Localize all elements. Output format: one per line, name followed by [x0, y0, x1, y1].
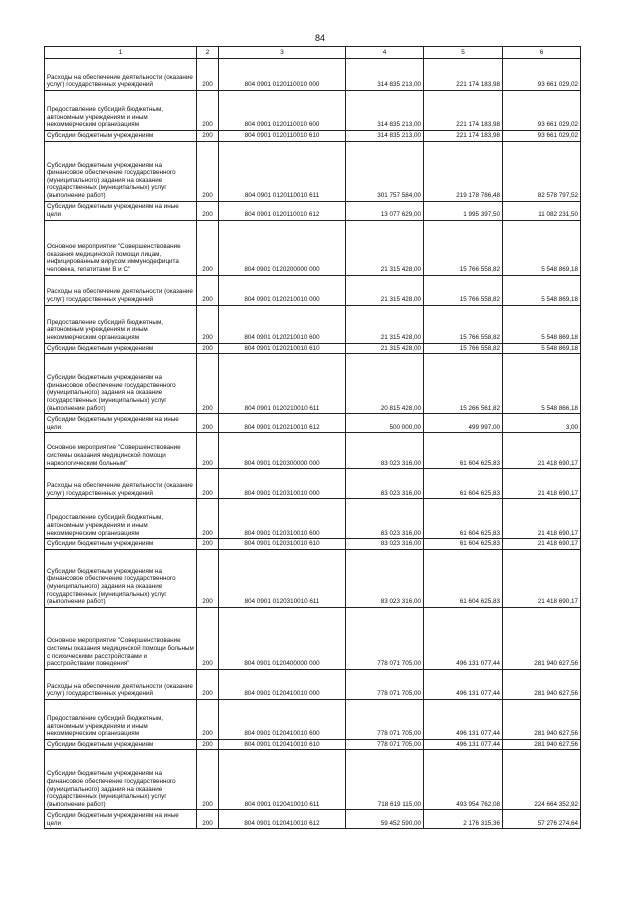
row-value4-cell: 301 757 584,00: [346, 141, 424, 201]
row-column2-cell: 200: [197, 539, 219, 550]
row-value6-cell: 281 940 627,56: [503, 739, 581, 750]
table-row: [45, 343, 581, 354]
row-value5-cell: 496 131 077,44: [424, 607, 503, 669]
row-value5-cell: 493 954 762,08: [424, 750, 503, 810]
row-column2-cell: 200: [197, 354, 219, 414]
row-column2-cell: 200: [197, 810, 219, 829]
row-code-cell: 804 0901 0120200000 000: [219, 220, 346, 275]
row-code-cell: 804 0901 0120210010 000: [219, 275, 346, 305]
row-value5-cell: 15 766 558,82: [424, 305, 503, 343]
row-value4-cell: 21 315 428,00: [346, 220, 424, 275]
row-code-cell: 804 0901 0120210010 612: [219, 414, 346, 433]
row-value5-cell: 61 604 625,83: [424, 469, 503, 499]
row-column2-cell: 200: [197, 499, 219, 539]
column-header: 3: [219, 47, 346, 59]
row-value5-cell: 15 266 561,82: [424, 354, 503, 414]
row-name-cell: Субсидии бюджетным учреждениям на финансовое обеспечение государственного (муниципального) задания на оказание государственных (муниципальных) услуг (выполнение работ): [45, 750, 197, 810]
row-code-cell: 804 0901 0120210010 600: [219, 305, 346, 343]
row-name-cell: Расходы на обеспечение деятельности (оказание услуг) государственных учреждений: [45, 59, 197, 91]
row-value4-cell: 83 023 316,00: [346, 469, 424, 499]
row-code-cell: 804 0901 0120410010 610: [219, 739, 346, 750]
row-value6-cell: 21 418 690,17: [503, 539, 581, 550]
row-value6-cell: 11 082 231,50: [503, 201, 581, 220]
row-value4-cell: 83 023 316,00: [346, 499, 424, 539]
row-value6-cell: 281 940 627,56: [503, 669, 581, 699]
row-name-cell: Предоставление субсидий бюджетным, автономным учреждениям и иным некоммерческим организациям: [45, 91, 197, 131]
row-code-cell: 804 0901 0120310010 000: [219, 469, 346, 499]
column-header: 2: [197, 47, 219, 59]
row-name-cell: Основное мероприятие "Совершенствование оказания медицинской помощи лицам, инфицированным вирусом иммунодефицита человека, гепатитами В и С": [45, 220, 197, 275]
row-value6-cell: 82 578 797,52: [503, 141, 581, 201]
table-row: [45, 750, 581, 810]
row-column2-cell: 200: [197, 469, 219, 499]
row-code-cell: 804 0901 0120410010 611: [219, 750, 346, 810]
row-name-cell: Расходы на обеспечение деятельности (оказание услуг) государственных учреждений: [45, 469, 197, 499]
table-row: [45, 499, 581, 539]
row-name-cell: Расходы на обеспечение деятельности (оказание услуг) государственных учреждений: [45, 275, 197, 305]
column-header: 5: [424, 47, 503, 59]
table-row: [45, 414, 581, 433]
table-row: [45, 305, 581, 343]
row-name-cell: Основное мероприятие "Совершенствование системы оказания медицинской помощи больным с психическими расстройствами и расстройствами поведения": [45, 607, 197, 669]
row-code-cell: 804 0901 0120400000 000: [219, 607, 346, 669]
table-row: [45, 141, 581, 201]
row-value4-cell: 778 071 705,00: [346, 669, 424, 699]
row-value5-cell: 15 766 558,82: [424, 220, 503, 275]
row-value6-cell: 93 661 029,02: [503, 91, 581, 131]
row-column2-cell: 200: [197, 59, 219, 91]
row-value5-cell: 496 131 077,44: [424, 669, 503, 699]
row-name-cell: Субсидии бюджетным учреждениям на иные цели: [45, 414, 197, 433]
row-value4-cell: 500 000,00: [346, 414, 424, 433]
row-code-cell: 804 0901 0120210010 610: [219, 343, 346, 354]
table-row: [45, 275, 581, 305]
row-name-cell: Основное мероприятие "Совершенствование системы оказания медицинской помощи наркологическим больным": [45, 433, 197, 469]
table-row: [45, 549, 581, 607]
table-row: [45, 59, 581, 91]
row-value6-cell: 21 418 690,17: [503, 469, 581, 499]
row-value4-cell: 718 619 115,00: [346, 750, 424, 810]
row-value6-cell: 281 940 627,56: [503, 607, 581, 669]
row-value5-cell: 496 131 077,44: [424, 739, 503, 750]
row-value4-cell: 59 452 590,00: [346, 810, 424, 829]
row-code-cell: 804 0901 0120110010 000: [219, 59, 346, 91]
row-column2-cell: 200: [197, 739, 219, 750]
row-value6-cell: 3,00: [503, 414, 581, 433]
row-code-cell: 804 0901 0120310010 611: [219, 549, 346, 607]
row-value4-cell: 83 023 316,00: [346, 539, 424, 550]
row-value4-cell: 314 835 213,00: [346, 91, 424, 131]
row-name-cell: Субсидии бюджетным учреждениям на финансовое обеспечение государственного (муниципального) задания на оказание государственных (муниципальных) услуг (выполнение работ): [45, 141, 197, 201]
row-value5-cell: 219 178 786,48: [424, 141, 503, 201]
row-value4-cell: 314 835 213,00: [346, 131, 424, 142]
row-code-cell: 804 0901 0120310010 600: [219, 499, 346, 539]
row-value4-cell: 778 071 705,00: [346, 699, 424, 739]
table-row: [45, 539, 581, 550]
row-column2-cell: 200: [197, 699, 219, 739]
row-code-cell: 804 0901 0120110010 611: [219, 141, 346, 201]
row-code-cell: 804 0901 0120210010 611: [219, 354, 346, 414]
table-row: [45, 131, 581, 142]
row-column2-cell: 200: [197, 343, 219, 354]
row-code-cell: 804 0901 0120410010 612: [219, 810, 346, 829]
row-value5-cell: 15 766 558,82: [424, 275, 503, 305]
table-row: [45, 433, 581, 469]
row-name-cell: Субсидии бюджетным учреждениям на иные цели: [45, 810, 197, 829]
row-value4-cell: 21 315 428,00: [346, 343, 424, 354]
row-value6-cell: 21 418 690,17: [503, 433, 581, 469]
row-value6-cell: 93 661 029,02: [503, 131, 581, 142]
table-row: [45, 201, 581, 220]
row-column2-cell: 200: [197, 414, 219, 433]
row-value5-cell: 2 176 315,36: [424, 810, 503, 829]
row-column2-cell: 200: [197, 220, 219, 275]
row-value5-cell: 496 131 077,44: [424, 699, 503, 739]
row-code-cell: 804 0901 0120110010 600: [219, 91, 346, 131]
table-row: [45, 354, 581, 414]
row-value6-cell: 281 940 627,56: [503, 699, 581, 739]
row-value6-cell: 5 548 869,18: [503, 305, 581, 343]
row-name-cell: Предоставление субсидий бюджетным, автономным учреждениям и иным некоммерческим организациям: [45, 305, 197, 343]
row-value6-cell: 5 548 869,18: [503, 275, 581, 305]
row-column2-cell: 200: [197, 131, 219, 142]
row-name-cell: Субсидии бюджетным учреждениям: [45, 739, 197, 750]
table-header-row: [45, 47, 581, 59]
table-row: [45, 810, 581, 829]
row-code-cell: 804 0901 0120410010 000: [219, 669, 346, 699]
page-number: 84: [314, 33, 325, 43]
row-value6-cell: 5 548 869,18: [503, 220, 581, 275]
table-row: [45, 699, 581, 739]
row-value5-cell: 221 174 183,98: [424, 131, 503, 142]
row-column2-cell: 200: [197, 275, 219, 305]
row-value6-cell: 93 661 029,02: [503, 59, 581, 91]
row-value4-cell: 21 315 428,00: [346, 305, 424, 343]
row-column2-cell: 200: [197, 549, 219, 607]
row-value6-cell: 21 418 690,17: [503, 499, 581, 539]
table-row: [45, 469, 581, 499]
row-value5-cell: 15 766 558,82: [424, 343, 503, 354]
row-value6-cell: 21 418 690,17: [503, 549, 581, 607]
row-value6-cell: 5 548 866,18: [503, 354, 581, 414]
row-name-cell: Субсидии бюджетным учреждениям: [45, 539, 197, 550]
row-code-cell: 804 0901 0120300000 000: [219, 433, 346, 469]
row-column2-cell: 200: [197, 305, 219, 343]
row-value5-cell: 61 604 625,83: [424, 499, 503, 539]
row-value6-cell: 57 276 274,64: [503, 810, 581, 829]
row-name-cell: Субсидии бюджетным учреждениям: [45, 131, 197, 142]
row-value5-cell: 61 604 625,83: [424, 433, 503, 469]
row-value4-cell: 13 077 629,00: [346, 201, 424, 220]
row-value5-cell: 221 174 183,98: [424, 91, 503, 131]
row-value6-cell: 224 664 352,92: [503, 750, 581, 810]
row-code-cell: 804 0901 0120110010 612: [219, 201, 346, 220]
row-column2-cell: 200: [197, 433, 219, 469]
row-value4-cell: 20 815 428,00: [346, 354, 424, 414]
column-header: 1: [45, 47, 197, 59]
row-value4-cell: 83 023 316,00: [346, 433, 424, 469]
row-value5-cell: 221 174 183,98: [424, 59, 503, 91]
row-column2-cell: 200: [197, 141, 219, 201]
row-value5-cell: 499 997,00: [424, 414, 503, 433]
row-code-cell: 804 0901 0120110010 610: [219, 131, 346, 142]
row-code-cell: 804 0901 0120410010 600: [219, 699, 346, 739]
row-name-cell: Субсидии бюджетным учреждениям на финансовое обеспечение государственного (муниципального) задания на оказание государственных (муниципальных) услуг (выполнение работ): [45, 354, 197, 414]
row-column2-cell: 200: [197, 607, 219, 669]
row-column2-cell: 200: [197, 669, 219, 699]
row-name-cell: Расходы на обеспечение деятельности (оказание услуг) государственных учреждений: [45, 669, 197, 699]
budget-table: [44, 46, 581, 829]
row-value5-cell: 61 604 625,83: [424, 549, 503, 607]
row-value5-cell: 61 604 625,83: [424, 539, 503, 550]
row-value4-cell: 778 071 705,00: [346, 607, 424, 669]
column-header: 6: [503, 47, 581, 59]
row-name-cell: Субсидии бюджетным учреждениям на финансовое обеспечение государственного (муниципального) задания на оказание государственных (муниципальных) услуг (выполнение работ): [45, 549, 197, 607]
row-value4-cell: 21 315 428,00: [346, 275, 424, 305]
column-header: 4: [346, 47, 424, 59]
row-value4-cell: 778 071 705,00: [346, 739, 424, 750]
row-code-cell: 804 0901 0120310010 610: [219, 539, 346, 550]
row-value4-cell: 314 835 213,00: [346, 59, 424, 91]
row-column2-cell: 200: [197, 91, 219, 131]
table-row: [45, 739, 581, 750]
row-name-cell: Предоставление субсидий бюджетным, автономным учреждениям и иным некоммерческим организациям: [45, 699, 197, 739]
row-name-cell: Предоставление субсидий бюджетным, автономным учреждениям и иным некоммерческим организациям: [45, 499, 197, 539]
row-value4-cell: 83 023 316,00: [346, 549, 424, 607]
row-name-cell: Субсидии бюджетным учреждениям: [45, 343, 197, 354]
table-row: [45, 91, 581, 131]
row-name-cell: Субсидии бюджетным учреждениям на иные цели: [45, 201, 197, 220]
table-row: [45, 220, 581, 275]
row-column2-cell: 200: [197, 750, 219, 810]
table-row: [45, 669, 581, 699]
row-value6-cell: 5 548 869,18: [503, 343, 581, 354]
row-value5-cell: 1 995 397,50: [424, 201, 503, 220]
row-column2-cell: 200: [197, 201, 219, 220]
table-row: [45, 607, 581, 669]
